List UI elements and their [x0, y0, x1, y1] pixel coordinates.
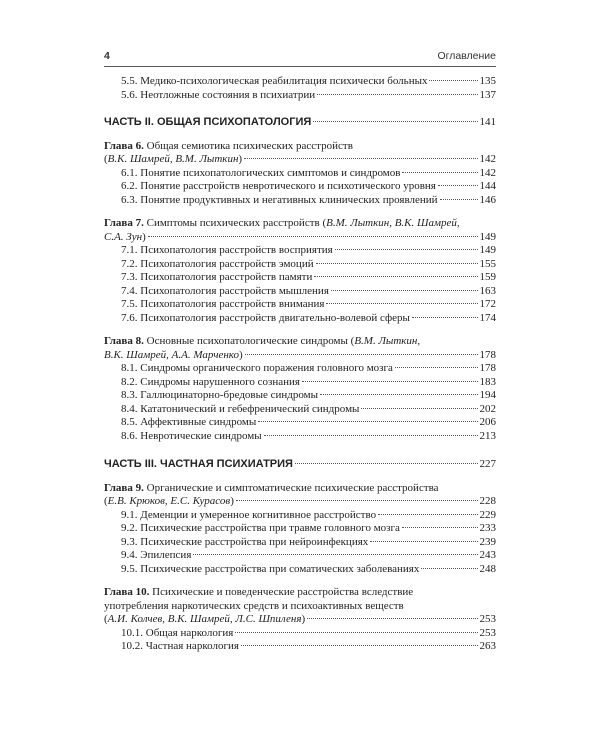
toc-entry-title: 7.5. Психопатология расстройств внимания — [121, 298, 325, 310]
chapter-heading-line — [104, 217, 496, 231]
dot-leader — [245, 354, 478, 355]
chapter-page: 253 — [479, 613, 496, 625]
chapter-title: Органические и симптоматические психические расстройства — [143, 481, 439, 494]
dot-leader — [326, 303, 477, 304]
chapter-authors-line — [104, 153, 496, 167]
dot-leader — [370, 541, 477, 542]
part-page: 141 — [479, 116, 496, 128]
toc-entry-title: 6.3. Понятие продуктивных и негативных клинических проявлений — [121, 193, 438, 206]
toc-entry[interactable] — [104, 430, 496, 444]
toc-entry[interactable] — [104, 258, 496, 272]
chapter-label: Глава 10. — [104, 586, 150, 598]
toc-entry-page: 253 — [479, 626, 496, 639]
dot-leader — [314, 276, 477, 277]
toc-entry-page: 137 — [479, 88, 496, 101]
dot-leader — [429, 80, 477, 81]
dot-leader — [440, 199, 478, 200]
toc-entry-page: 178 — [479, 362, 496, 374]
chapter-label: Глава 9. — [104, 481, 144, 494]
toc-entry-title: 9.3. Психические расстройства при нейроинфекциях — [121, 535, 369, 548]
chapter-title: Общая семиотика психических расстройств — [143, 139, 353, 152]
part-title: ЧАСТЬ II. ОБЩАЯ ПСИХОПАТОЛОГИЯ — [104, 116, 312, 128]
dot-leader — [316, 263, 478, 264]
part-title: ЧАСТЬ III. ЧАСТНАЯ ПСИХИАТРИЯ — [104, 458, 293, 470]
chapter-label: Глава 6. — [104, 139, 144, 152]
chapter-title: Психические и поведенческие расстройства вследствие — [149, 586, 414, 598]
dot-leader — [264, 435, 478, 436]
toc-chapter-9[interactable] — [104, 482, 496, 509]
chapter-authors-line — [104, 613, 496, 627]
toc-entry-page: 172 — [479, 298, 496, 310]
toc-entry[interactable] — [104, 312, 496, 326]
toc-entry-title: 7.4. Психопатология расстройств мышления — [121, 284, 329, 297]
chapter-heading-line — [104, 482, 496, 496]
dot-leader — [313, 121, 477, 122]
dot-leader — [335, 249, 478, 250]
dot-leader — [412, 317, 478, 318]
toc-entry-title: 8.1. Синдромы органического поражения головного мозга — [121, 362, 393, 374]
dot-leader — [236, 500, 478, 501]
chapter-authors: А.И. Колчев, В.К. Шамрей, Л.С. Шпиленя — [107, 613, 302, 625]
toc-entry-page: 233 — [479, 522, 496, 534]
toc-entry-title: 7.2. Психопатология расстройств эмоций — [121, 257, 314, 270]
dot-leader — [235, 632, 477, 633]
toc-entry-title: 8.3. Галлюцинаторно-бредовые синдромы — [121, 389, 319, 401]
toc-entry[interactable] — [104, 362, 496, 376]
chapter-authors-text: (Е.В. Крюков, Е.С. Курасов) — [104, 495, 234, 507]
toc-entry-page: 248 — [479, 562, 496, 575]
dot-leader — [320, 394, 477, 395]
dot-leader — [302, 381, 478, 382]
dot-leader — [148, 236, 478, 237]
chapter-authors: Е.В. Крюков, Е.С. Курасов — [107, 495, 231, 507]
toc-entry-title: 7.1. Психопатология расстройств восприятия — [121, 244, 333, 256]
toc-entry[interactable] — [104, 180, 496, 194]
chapter-page: 142 — [479, 153, 496, 165]
table-of-contents — [104, 75, 496, 654]
toc-entry[interactable] — [104, 194, 496, 208]
toc-entry-page: 243 — [479, 549, 496, 561]
toc-entry-title: 5.6. Неотложные состояния в психиатрии — [121, 88, 316, 101]
dot-leader — [331, 290, 478, 291]
toc-entry-page: 239 — [479, 535, 496, 548]
dot-leader — [378, 514, 477, 515]
dot-leader — [421, 568, 477, 569]
running-header — [104, 50, 496, 64]
chapter-label: Глава 7. — [104, 217, 144, 229]
chapter-title: Основные психопатологические синдромы ( — [143, 335, 355, 347]
toc-entry-page: 202 — [479, 402, 496, 415]
toc-entry-page: 229 — [479, 508, 496, 521]
running-title: Оглавление — [437, 50, 496, 62]
toc-part-3[interactable] — [104, 458, 496, 472]
chapter-label: Глава 8. — [104, 335, 144, 347]
dot-leader — [307, 618, 477, 619]
chapter-authors-text: С.А. Зун) — [104, 230, 146, 243]
toc-entry-page: 213 — [479, 429, 496, 442]
toc-entry-page: 135 — [479, 75, 496, 87]
toc-entry[interactable] — [104, 563, 496, 577]
toc-entry-title: 10.1. Общая наркология — [121, 626, 234, 639]
toc-entry-title: 9.2. Психические расстройства при травме головного мозга — [121, 522, 400, 534]
toc-entry[interactable] — [104, 522, 496, 536]
toc-entry[interactable] — [104, 167, 496, 181]
toc-entry-title: 6.2. Понятие расстройств невротического и психотического уровня — [121, 180, 436, 192]
dot-leader — [438, 185, 478, 186]
toc-entry[interactable] — [104, 271, 496, 285]
dot-leader — [317, 94, 477, 95]
toc-entry-page: 146 — [479, 193, 496, 206]
chapter-authors-text: В.К. Шамрей, А.А. Марченко) — [104, 348, 243, 361]
chapter-authors-line — [104, 495, 496, 509]
toc-entry-title: 8.6. Невротические синдромы — [121, 429, 262, 442]
dot-leader — [402, 172, 477, 173]
header-rule — [104, 66, 496, 67]
toc-chapter-8[interactable] — [104, 335, 496, 362]
chapter-authors-text: (В.К. Шамрей, В.М. Лыткин) — [104, 153, 243, 165]
toc-entry[interactable] — [104, 389, 496, 403]
page-number: 4 — [104, 50, 110, 62]
toc-entry[interactable] — [104, 549, 496, 563]
toc-entry[interactable] — [104, 640, 496, 654]
dot-leader — [244, 158, 477, 159]
toc-entry[interactable] — [104, 403, 496, 417]
chapter-authors-text: (А.И. Колчев, В.К. Шамрей, Л.С. Шпиленя) — [104, 613, 306, 625]
toc-entry[interactable] — [104, 89, 496, 103]
toc-entry[interactable] — [104, 536, 496, 550]
toc-entry[interactable] — [104, 627, 496, 641]
chapter-page: 228 — [479, 495, 496, 507]
toc-entry[interactable] — [104, 416, 496, 430]
dot-leader — [402, 527, 478, 528]
dot-leader — [258, 421, 477, 422]
chapter-authors: В.К. Шамрей, В.М. Лыткин — [107, 153, 239, 165]
toc-part-2[interactable] — [104, 116, 496, 130]
toc-entry[interactable] — [104, 244, 496, 258]
chapter-title: Симптомы психических расстройств ( — [143, 217, 327, 229]
toc-entry[interactable] — [104, 509, 496, 523]
toc-chapter-7[interactable] — [104, 217, 496, 244]
toc-entry-title: 8.2. Синдромы нарушенного сознания — [121, 375, 300, 388]
toc-entry[interactable] — [104, 285, 496, 299]
toc-entry-title: 7.3. Психопатология расстройств памяти — [121, 271, 313, 283]
chapter-page: 178 — [479, 348, 496, 361]
chapter-authors: В.М. Лыткин, В.К. Шамрей, — [326, 217, 460, 229]
toc-entry-title: 9.1. Деменции и умеренное когнитивное расстройство — [121, 508, 377, 521]
toc-entry-title: 8.5. Аффективные синдромы — [121, 416, 257, 428]
toc-entry-page: 159 — [479, 271, 496, 283]
toc-entry-page: 206 — [479, 416, 496, 428]
toc-chapter-10[interactable] — [104, 586, 496, 627]
toc-entry[interactable] — [104, 376, 496, 390]
chapter-heading-line — [104, 140, 496, 154]
chapter-title-continued: употребления наркотических средств и психоактивных веществ — [104, 599, 404, 612]
toc-entry-page: 263 — [479, 640, 496, 652]
dot-leader — [193, 554, 477, 555]
toc-entry-title: 9.5. Психические расстройства при соматических заболеваниях — [121, 562, 420, 575]
toc-entry-page: 183 — [479, 375, 496, 388]
toc-entry-page: 149 — [479, 244, 496, 256]
toc-entry-title: 7.6. Психопатология расстройств двигательно-волевой сферы — [121, 311, 410, 324]
toc-entry-title: 8.4. Кататонический и гебефренический синдромы — [121, 402, 360, 415]
toc-entry-page: 174 — [479, 311, 496, 324]
toc-entry-page: 194 — [479, 389, 496, 401]
chapter-authors-line — [104, 349, 496, 363]
dot-leader — [241, 645, 478, 646]
toc-entry-title: 9.4. Эпилепсия — [121, 549, 192, 561]
toc-entry-page: 144 — [479, 180, 496, 192]
chapter-heading-line — [104, 335, 496, 349]
part-page: 227 — [479, 458, 496, 470]
chapter-authors: В.М. Лыткин, — [354, 335, 421, 347]
chapter-page: 149 — [479, 230, 496, 243]
chapter-heading-line — [104, 586, 496, 600]
toc-entry-title: 6.1. Понятие психопатологических симптомов и синдромов — [121, 166, 401, 179]
toc-entry[interactable] — [104, 75, 496, 89]
toc-entry-page: 155 — [479, 257, 496, 270]
toc-entry-title: 5.5. Медико-психологическая реабилитация психически больных — [121, 75, 428, 87]
dot-leader — [295, 463, 478, 464]
toc-entry-title: 10.2. Частная наркология — [121, 640, 239, 652]
dot-leader — [395, 367, 478, 368]
toc-entry-page: 142 — [479, 166, 496, 179]
dot-leader — [361, 408, 477, 409]
chapter-authors-line — [104, 231, 496, 245]
toc-entry[interactable] — [104, 298, 496, 312]
toc-chapter-6[interactable] — [104, 140, 496, 167]
toc-entry-page: 163 — [479, 284, 496, 297]
